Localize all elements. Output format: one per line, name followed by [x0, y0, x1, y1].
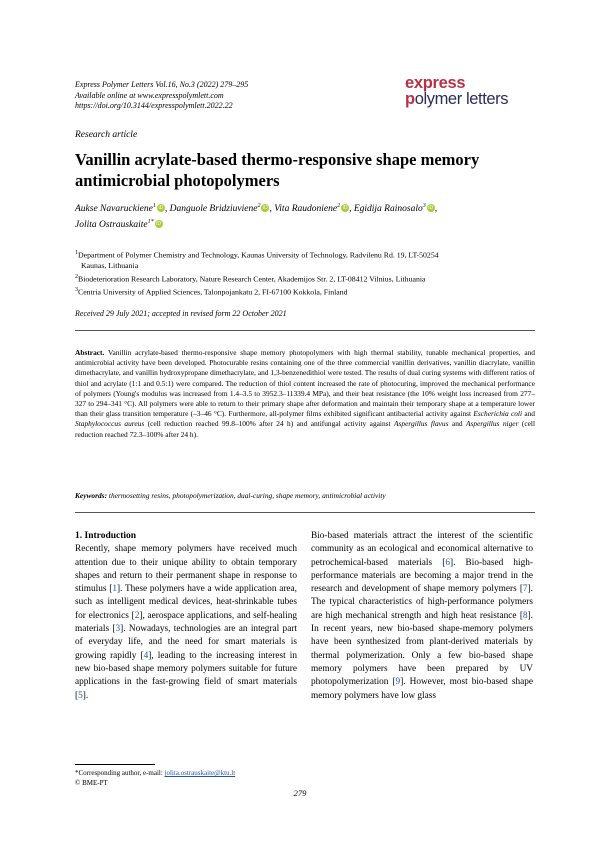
author: Danguole Bridziuviene$^2$ iD , — [169, 203, 275, 215]
keywords-label: Keywords: — [75, 491, 108, 500]
logo-express: express — [405, 74, 466, 92]
orcid-icon[interactable]: iD — [428, 205, 434, 212]
available-online[interactable]: Available online at www.expresspolymlett.com — [75, 90, 224, 100]
divider — [75, 512, 535, 513]
author: Jolita Ostrauskaite$^{1*}$ iD — [75, 219, 161, 231]
copyright: © BME-PT — [75, 779, 108, 787]
citation-link[interactable]: 6 — [445, 557, 450, 568]
journal-logo — [405, 74, 535, 114]
author: Vita Raudoniene$^2$ iD , — [274, 203, 354, 215]
affiliation: $^1$Department of Polymer Chemistry and Technology, Kaunas University of Technology, Radvilenu Rd. 19, LT-50254 Kaunas, Lithuania — [75, 250, 439, 270]
journal-citation: Express Polymer Letters Vol.16, No.3 (2022) 279–295 — [75, 80, 249, 89]
keywords-text: thermosetting resins, photopolymerization, dual-curing, shape memory, antimicrobial activity — [108, 491, 386, 500]
citation-link[interactable]: 3 — [115, 624, 121, 635]
keywords — [75, 491, 535, 500]
citation-link[interactable]: 8 — [522, 610, 528, 621]
citation-link[interactable]: 1 — [112, 584, 117, 595]
orcid-icon[interactable]: iD — [156, 221, 161, 228]
citation-link[interactable]: 7 — [522, 584, 528, 595]
received-dates: Received 29 July 2021; accepted in revised form 22 October 2021 — [75, 309, 287, 318]
intro-paragraph: Recently, shape memory polymers have received much attention due to their unique ability to obtain temporary shapes and return to their permanent shape in response to stimulus [1]. These polymers have a wide application area, such as intelligent medical devices, heat-shrinkable tubes for electronics [2], aerospace applications, and self-healing materials [3]. Nowadays, technologies are an integral part of everyday life, and the need for smart materials is growing rapidly [4], leading to the increasing interest in new bio-based shape memory polymers suitable for future applications in the fast-growing field of smart materials [5]. — [75, 544, 298, 701]
orcid-icon[interactable]: iD — [263, 205, 268, 212]
affiliation: $^2$Biodeterioration Research Laboratory, Nature Research Center, Akademijos Str. 2, LT-08412 Vilnius, Lithuania — [75, 273, 426, 284]
page-number: 279 — [293, 788, 307, 798]
author: Aukse Navaruckiene$^1$ iD , — [75, 203, 170, 215]
citation-link[interactable]: 9 — [395, 677, 401, 688]
logo-polymer-letters: polymer letters — [405, 90, 509, 108]
intro-paragraph: Bio-based materials attract the interest of the scientific community as an ecological and economical alternative to petrochemical-based materials [6]. Bio-based high-performance materials are becoming a major trend in the research and development of shape memory polymers [7]. The typical characteristics of high-performance polymers are high mechanical strength and high heat resistance [8]. In recent years, new bio-based shape-memory polymers have been synthesized from plant-derived materials by thermal polymerization. Only a few bio-based shape memory polymers have been prepared by UV photopolymerization [9]. However, most bio-based shape memory polymers have low glass — [311, 531, 533, 701]
footnote-divider — [75, 764, 155, 765]
section-heading: 1. Introduction — [75, 531, 137, 541]
article-type: Research article — [75, 130, 138, 140]
column-right — [311, 530, 533, 703]
orcid-icon[interactable]: iD — [158, 205, 164, 212]
divider — [75, 330, 535, 331]
citation-link[interactable]: 2 — [134, 610, 140, 621]
author-list — [75, 200, 535, 232]
citation-link[interactable]: 4 — [143, 650, 149, 661]
orcid-icon[interactable]: iD — [342, 205, 348, 212]
affiliations — [75, 248, 535, 299]
citation-link[interactable]: 5 — [78, 690, 83, 701]
affiliation: $^3$Centria University of Applied Sciences, Talonpojankatu 2, FI-67100 Kokkola, Finland — [75, 287, 348, 297]
author: Egidija Rainosalo$^3$ iD , — [353, 203, 438, 215]
email-link[interactable]: jolita.ostrauskaite@ktu.lt — [164, 769, 236, 777]
column-left — [75, 530, 297, 703]
abstract-label: Abstract. — [75, 348, 105, 357]
journal-info — [75, 80, 335, 112]
footnote: *Corresponding author, e-mail: jolita.ostrauskaite@ktu.lt © BME-PT — [75, 769, 236, 787]
doi-link[interactable]: https://doi.org/10.3144/expresspolymlett.2022.22 — [75, 101, 233, 110]
article-title: Vanillin acrylate-based thermo-responsive shape memory antimicrobial photopolymers — [75, 150, 480, 190]
abstract: Abstract. Vanillin acrylate-based thermo-responsive shape memory photopolymers with high thermal stability, tunable mechanical properties, and antimicrobial activity have been developed. Photocurable resins containing one of the three commercial vanillin derivatives, vanillin diacrylate, vanillin dimethacrylate, and vanillin hydroxypropane dimethacrylate, and 1,3-benzenedithiol were tested. The results of dual curing systems with different ratios of thiol and acrylate (1:1 and 0.5:1) were compared. The reduction of thiol content increased the rate of photocuring, improved the mechanical performance of polymers (Young's modulus was increased from 1.4–3.5 to 3952.3–11339.4 MPa), and their heat resistance (the 10% weight loss increased from 277–327 to 294–341 °C). All polymers were able to return to their primary shape after deformation and maintain their temporary shape at a temperature lower than their glass transition temperature (–3–46 °C). Furthermore, all-polymer films exhibited significant antibacterial activity against Escherichia coli and Staphylococcus aureus (cell reduction reached 99.8–100% after 24 h) and antifungal activity against Aspergillus flavus and Aspergillus niger (cell reduction reached 72.3–100% after 24 h). — [75, 348, 536, 439]
